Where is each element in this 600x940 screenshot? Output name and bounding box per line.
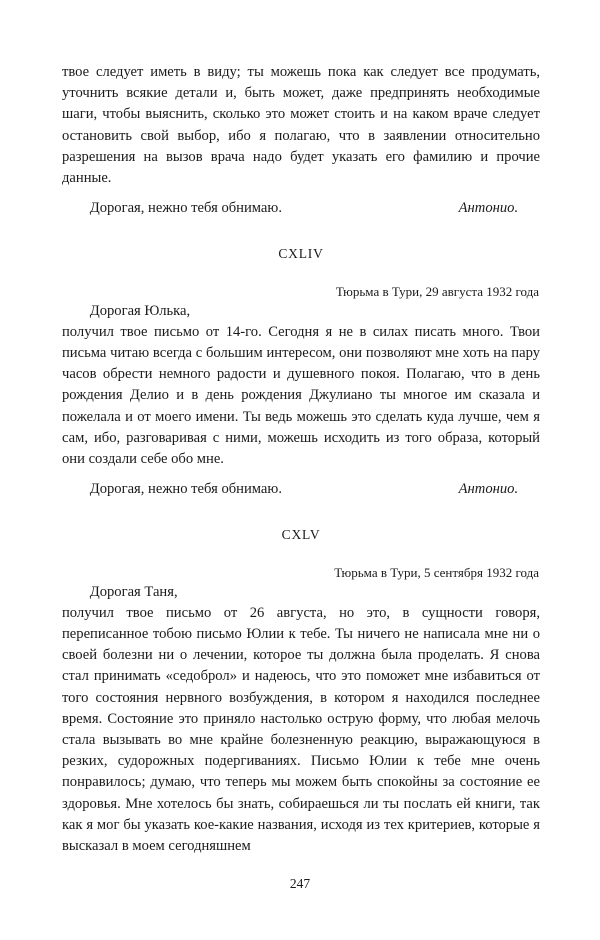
signature: Антонио. [458,200,519,217]
letter-number-cxlv: CXLV [281,526,321,542]
closing-text: Дорогая, нежно тебя обнимаю. [89,481,282,498]
salutation-cxlv: Дорогая Таня, [89,583,178,600]
signature: Антонио. [458,481,519,498]
letter-cxliv-body: получил твое письмо от 14-го. Сегодня я не в силах писать много. Твои письма читаю всегда с большим интересом, они позволяют мне хоть на пару часов обрести немного радости и душевного покоя. Полагаю, что в день рождения Делио и в день рождения Джулиано ты многое им сказала и пожелала и от моего имени. Ты ведь можешь это сделать куда лучше, чем я сам, ибо, разговаривая с ними, можешь исходить из того образа, который они создали себе обо мне. [62,323,540,468]
letter-cxliv-block [62,301,540,501]
place-date-cxlv: Тюрьма в Тури, 5 сентября 1932 года [334,564,539,580]
spacer [62,470,540,479]
letter-closing-line [62,198,540,219]
letter-number-cxliv: CXLIV [278,245,324,261]
letter-cxlv-block [62,582,540,858]
letter-cxliv-closing-line [62,479,540,500]
letter-continuation-block [62,62,540,220]
spacer [62,189,540,198]
letter-cxlv-body: получил твое письмо от 26 августа, но это, в сущности говоря, переписанное тобою письмо Юлии к тебе. Ты ничего не написала мне ни о своей болезни ни о лечении, которое ты должна была проделать. Я снова стал принимать «седоброл» и надеюсь, что это поможет мне избавиться от того состояния нервного возбуждения, в котором я находился последнее время. Состояние это приняло настолько острую форму, что любая мелочь стала вызывать во мне крайне болезненную реакцию, выражающуюся в резких, судорожных подергиваниях. Письмо Юлии к тебе мне очень понравилось; думаю, что теперь мы можем быть спокойны за состояние ее здоровья. Мне хотелось бы знать, собираешься ли ты послать ей книги, так как я мог бы указать кое-какие названия, исходя из тех критериев, которые я высказал в моем сегодняшнем [62,604,540,855]
page-number: 247 [289,876,311,891]
closing-text: Дорогая, нежно тебя обнимаю. [89,200,282,217]
place-date-cxliv: Тюрьма в Тури, 29 августа 1932 года [335,283,539,299]
salutation-cxliv: Дорогая Юлька, [89,302,191,319]
letter-continuation-text: твое следует иметь в виду; ты можешь пока как следует все продумать, уточнить всякие детали и, быть может, даже предпринять необходимые шаги, чтобы выяснить, сколько это может стоить и на каком враче следует остановить свой выбор, ибо я полагаю, что в заявлении относительно разрешения на вызов врача надо будет указать его фамилию и прочие данные. [62,64,540,187]
